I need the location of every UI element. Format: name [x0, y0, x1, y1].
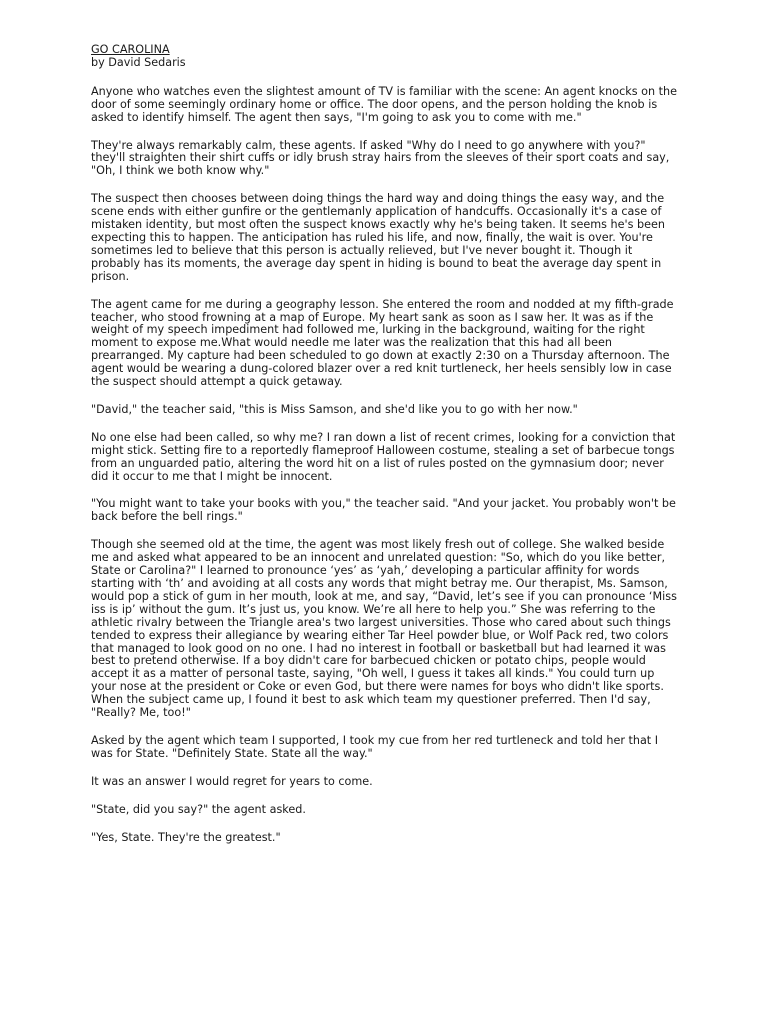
paragraph-8: Though she seemed old at the time, the agent was most likely fresh out of college. She walked beside me and asked what appeared to be an innocent and unrelated question: "So, which do you like better, State or Carolina?" I learned to pronounce ‘yes’ as ‘yah,’ developing a particular affinity for words starting with ‘th’ and avoiding at all costs any words that might betray me. Our therapist, Ms. Samson, would pop a stick of gum in her mouth, look at me, and say, “David, let’s see if you can pronounce ‘Miss iss is ip’ without the gum. It’s just us, you know. We’re all here to help you.” She was referring to the athletic rivalry between the Triangle area's two largest universities. Those who cared about such things tended to express their allegiance by wearing either Tar Heel powder blue, or Wolf Pack red, two colors that managed to look good on no one. I had no interest in football or basketball but had learned it was best to pretend otherwise. If a boy didn't care for barbecued chicken or potato chips, people would accept it as a matter of personal taste, saying, "Oh well, I guess it takes all kinds." You could turn up your nose at the president or Coke or even God, but there were names for boys who didn't like sports. When the subject came up, I found it best to ask which team my questioner preferred. Then I'd say, "Really? Me, too!": [91, 538, 677, 720]
paragraph-12: "Yes, State. They're the greatest.": [91, 830, 281, 844]
document-byline: by David Sedaris: [91, 55, 186, 69]
paragraph-1: Anyone who watches even the slightest amount of TV is familiar with the scene: An agent knocks on the door of some seemingly ordinary home or office. The door opens, and the person holding the knob is asked to identify himself. The agent then says, "I'm going to ask you to come with me.": [91, 84, 677, 124]
paragraph-3: The suspect then chooses between doing things the hard way and doing things the easy way, and the scene ends with either gunfire or the gentlemanly application of handcuffs. Occasionally it's a case of mistaken identity, but most often the suspect knows exactly why he's being taken. It seems he's been expecting this to happen. The anticipation has ruled his life, and now, finally, the wait is over. You're sometimes led to believe that this person is actually relieved, but I've never bought it. Though it probably has its moments, the average day spent in hiding is bound to beat the average day spent in prison.: [91, 192, 665, 283]
paragraph-5: "David," the teacher said, "this is Miss Samson, and she'd like you to go with her now.": [91, 402, 578, 416]
paragraph-7: "You might want to take your books with you," the teacher said. "And your jacket. You probably won't be back before the bell rings.": [91, 497, 676, 524]
paragraph-10: It was an answer I would regret for years to come.: [91, 774, 373, 788]
paragraph-6: No one else had been called, so why me? I ran down a list of recent crimes, looking for a conviction that might stick. Setting fire to a reportedly flameproof Halloween costume, stealing a set of barbecue tongs from an unguarded patio, altering the word hit on a list of rules posted on the gymnasium door; never did it occur to me that I might be innocent.: [91, 430, 676, 483]
document-title: GO CAROLINA: [91, 43, 170, 56]
paragraph-4: The agent came for me during a geography lesson. She entered the room and nodded at my fifth-grade teacher, who stood frowning at a map of Europe. My heart sank as soon as I saw her. It was as if the weight of my speech impediment had followed me, lurking in the background, waiting for the right moment to expose me.What would needle me later was the realization that this had all been prearranged. My capture had been scheduled to go down at exactly 2:30 on a Thursday afternoon. The agent would be wearing a dung-colored blazer over a red knit turtleneck, her heels sensibly low in case the suspect should attempt a quick getaway.: [91, 297, 674, 389]
paragraph-9: Asked by the agent which team I supported, I took my cue from her red turtleneck and told her that I was for State. "Definitely State. State all the way.": [91, 733, 659, 760]
document-page: [91, 44, 677, 860]
paragraph-2: They're always remarkably calm, these agents. If asked "Why do I need to go anywhere with you?" they'll straighten their shirt cuffs or idly brush stray hairs from the sleeves of their sport coats and say, "Oh, I think we both know why.": [91, 138, 670, 178]
paragraph-11: "State, did you say?" the agent asked.: [91, 802, 306, 816]
